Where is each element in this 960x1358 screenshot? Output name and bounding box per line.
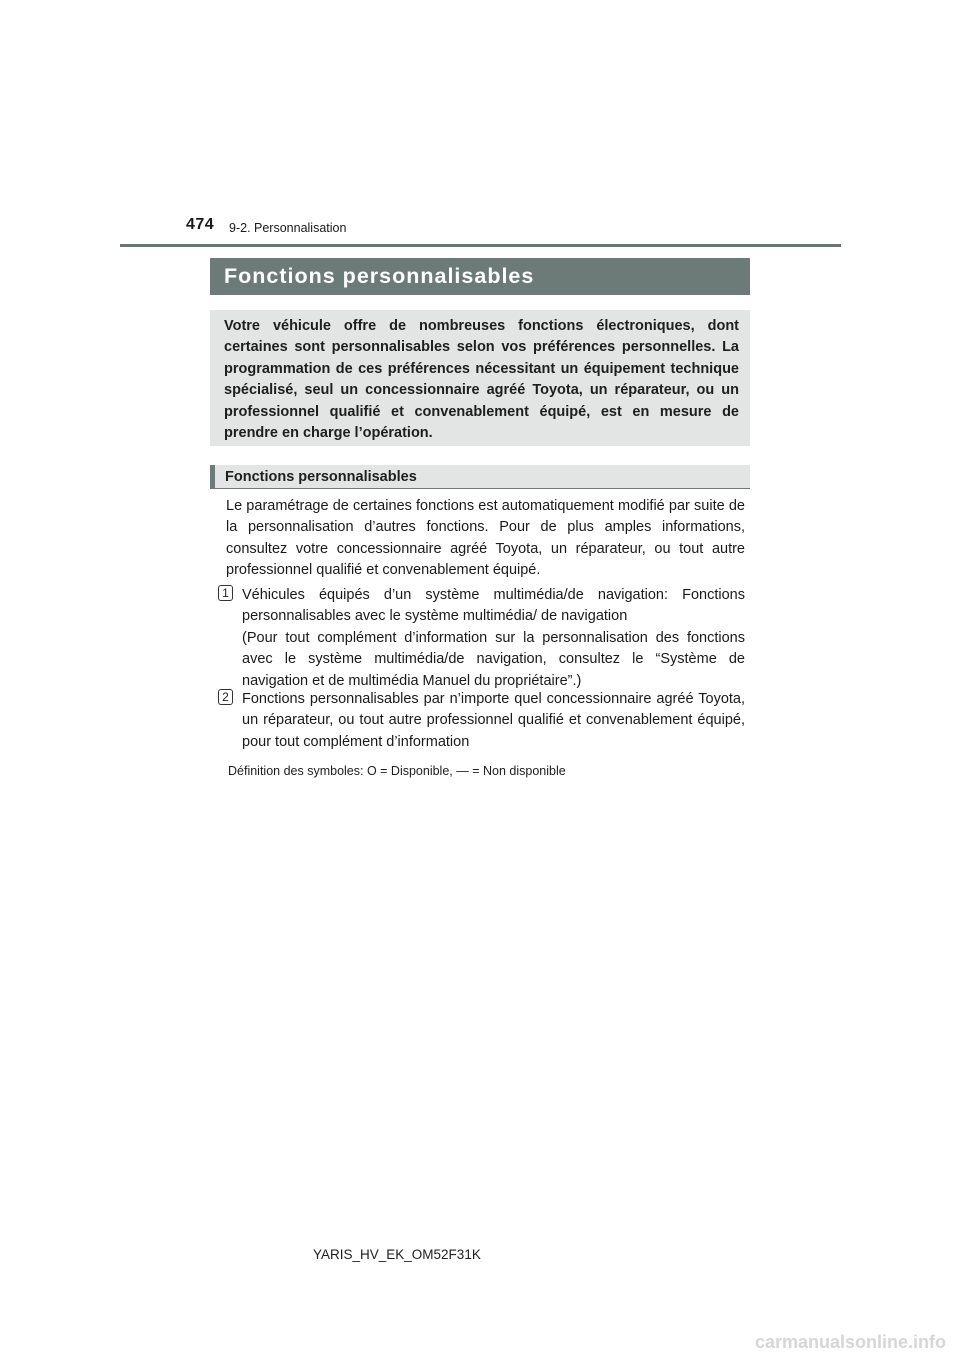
body-paragraph: Le paramétrage de certaines fonctions est automatiquement modifié par suite de la personnalisation d’autres fonctions. Pour de plus amples informations, consultez votre concessionnaire agréé Toyota, un réparateur, ou tout autre professionnel qualifié et convenablement équipé. [226,498,745,579]
symbol-definition-note: Définition des symboles: O = Disponible, — = Non disponible [228,764,566,778]
subsection-title: Fonctions personnalisables [225,468,417,485]
list-item-text: Véhicules équipés d’un système multimédia/de navigation: Fonctions personnalisables avec le système multimédia/ de navigation [242,587,745,625]
intro-box [210,310,750,446]
list-item-note: (Pour tout complément d’information sur la personnalisation des fonctions avec le système multimédia/de navigation, consultez le “Système de navigation et de multimédia Manuel du propriétaire”.) [242,629,745,689]
page-title: Fonctions personnalisables [224,264,535,288]
subsection-header [210,465,750,489]
document-code: YARIS_HV_EK_OM52F31K [313,1247,481,1262]
intro-text: Votre véhicule offre de nombreuses fonctions électroniques, dont certaines sont personnalisables selon vos préférences personnelles. La programmation de ces préférences nécessitant un équipement technique spécialisé, seul un concessionnaire agréé Toyota, un réparateur, ou un professionnel qualifié et convenablement équipé, est en mesure de prendre en charge l’opération. [224,318,739,442]
title-bar [210,258,750,295]
list-item [218,585,745,692]
watermark: carmanualsonline.info [754,1332,946,1352]
section-label: 9-2. Personnalisation [229,221,347,235]
list-item-text: Fonctions personnalisables par n’importe quel concessionnaire agréé Toyota, un réparateur, ou tout autre professionnel qualifié et convenablement équipé, pour tout complément d’information [242,691,745,750]
number-2-icon: 2 [218,689,233,705]
header-rule [120,244,841,247]
number-1-icon: 1 [218,585,233,601]
page-number: 474 [186,216,215,233]
list-item [218,689,745,753]
